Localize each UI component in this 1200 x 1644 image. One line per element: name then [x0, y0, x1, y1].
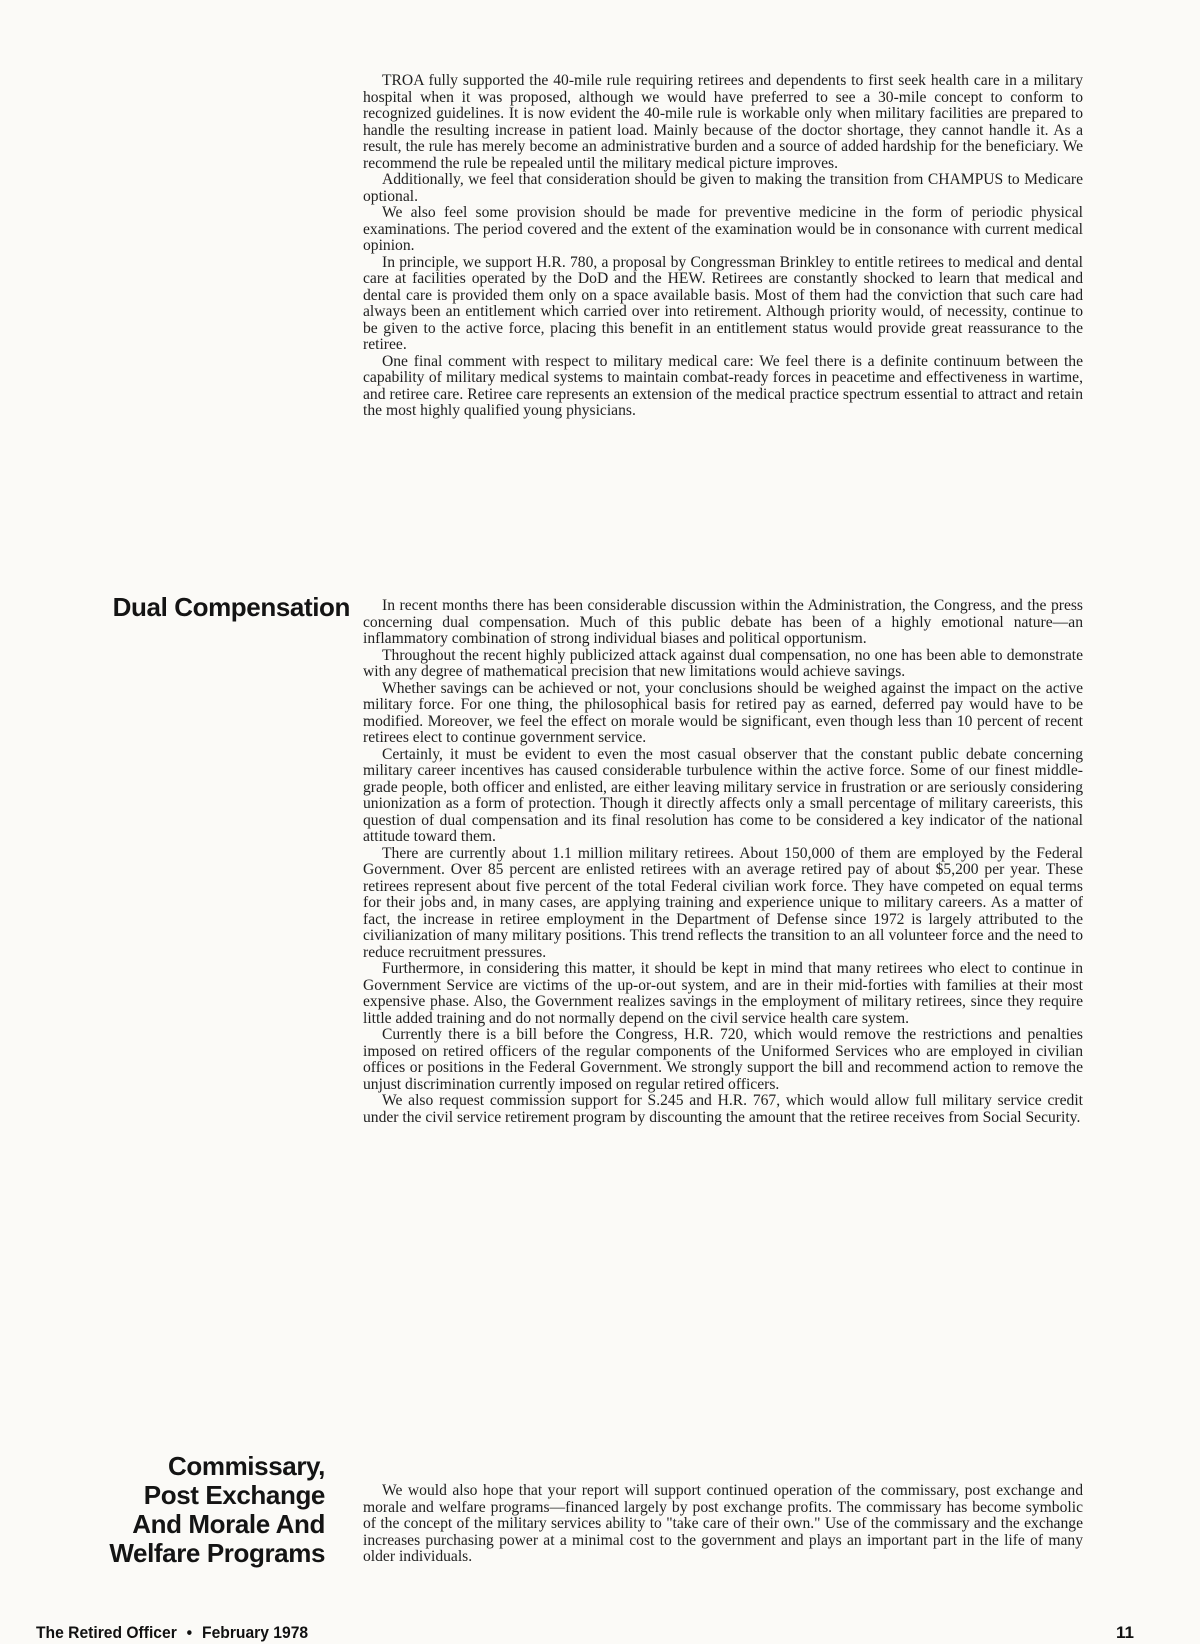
- bullet-separator: •: [186, 1623, 193, 1642]
- body-paragraph: In principle, we support H.R. 780, a proposal by Congressman Brinkley to entitle retirees to medical and dental care at facilities operated by the DoD and the HEW. Retirees are constantly shocked to learn that medical and dental care is provided them only on a space available basis. Most of them had the conviction that such care had always been an entitlement which carried over into retirement. Although priority would, of necessity, continue to be given to the active force, placing this benefit in an entitlement status would provide great reassurance to the retiree.: [363, 253, 1083, 353]
- heading-line: Post Exchange: [143, 1480, 325, 1510]
- body-paragraph: In recent months there has been considerable discussion within the Administration, the Congress, and the press concerning dual compensation. Much of this public debate has been of a highly emotional nature—an inflammatory combination of strong individual biases and political opportunism.: [363, 597, 1083, 647]
- body-paragraph: Whether savings can be achieved or not, your conclusions should be weighed against the impact on the active military force. For one thing, the philosophical basis for retired pay as earned, deferred pay would have to be modified. Moreover, we feel the effect on morale would be significant, even though less than 10 percent of recent retirees elect to continue government service.: [363, 679, 1083, 746]
- footer-date: February 1978: [202, 1623, 309, 1642]
- body-paragraph: TROA fully supported the 40-mile rule requiring retirees and dependents to first seek health care in a military hospital when it was proposed, although we would have preferred to see a 30-mile concept to conform to recognized guidelines. It is now evident the 40-mile rule is workable only when military facilities are prepared to handle the resulting increase in patient load. Mainly because of the doctor shortage, they cannot handle it. As a result, the rule has merely become an administrative burden and a source of added hardship for the beneficiary. We recommend the rule be repealed until the military medical picture improves.: [363, 72, 1083, 172]
- heading-line: Commissary,: [168, 1451, 325, 1481]
- body-paragraph: We would also hope that your report will support continued operation of the commissary, post exchange and morale and welfare programs—financed largely by post exchange profits. The commissary has become symbolic of the concept of the military services ability to "take care of their own." Use of the commissary and the exchange increases purchasing power at a minimal cost to the government and plays an important part in the life of many older individuals.: [363, 1482, 1083, 1565]
- body-paragraph: Currently there is a bill before the Congress, H.R. 720, which would remove the restrictions and penalties imposed on retired officers of the regular components of the Uniformed Services who are employed in civilian offices or positions in the Federal Government. We strongly support the bill and recommend action to remove the unjust discrimination currently imposed on regular retired officers.: [363, 1026, 1083, 1093]
- footer-publication-line: [36, 1623, 308, 1643]
- heading-line: Welfare Programs: [109, 1538, 325, 1568]
- page-number: 11: [1116, 1623, 1134, 1642]
- body-paragraph: We also feel some provision should be made for preventive medicine in the form of periodic physical examinations. The period covered and the extent of the examination would be in consonance with current medical opinion.: [363, 204, 1083, 254]
- body-paragraph: Throughout the recent highly publicized attack against dual compensation, no one has been able to demonstrate with any degree of mathematical precision that new limitations would achieve savings.: [363, 646, 1083, 680]
- heading-line: And Morale And: [132, 1509, 325, 1539]
- dual-compensation-section: [363, 598, 1083, 1126]
- section-heading-dual-compensation: Dual Compensation: [112, 592, 350, 622]
- commissary-section: [363, 1483, 1083, 1566]
- body-paragraph: We also request commission support for S.245 and H.R. 767, which would allow full military service credit under the civil service retirement program by discounting the amount that the retiree receives from Social Security.: [363, 1092, 1083, 1126]
- body-paragraph: Certainly, it must be evident to even the most casual observer that the constant public debate concerning military career incentives has caused considerable turbulence within the active force. Some of our finest middle-grade people, both officer and enlisted, are either leaving military service in frustration or are seriously considering unionization as a form of protection. Though it directly affects only a small percentage of military careerists, this question of dual compensation and its final resolution has come to be considered a key indicator of the national attitude toward them.: [363, 745, 1083, 845]
- section-heading-commissary: [60, 1452, 325, 1568]
- body-paragraph: Furthermore, in considering this matter, it should be kept in mind that many retirees who elect to continue in Government Service are victims of the up-or-out system, and are in their mid-forties with families at their most expensive phase. Also, the Government realizes savings in the employment of military retirees, since they require little added training and do not normally depend on the civil service health care system.: [363, 960, 1083, 1027]
- footer-publication: The Retired Officer: [36, 1623, 177, 1642]
- medical-care-section: [363, 73, 1083, 420]
- body-paragraph: One final comment with respect to military medical care: We feel there is a definite continuum between the capability of military medical systems to maintain combat-ready forces in peacetime and effectiveness in wartime, and retiree care. Retiree care represents an extension of the medical practice spectrum essential to attract and retain the most highly qualified young physicians.: [363, 352, 1083, 419]
- body-paragraph: There are currently about 1.1 million military retirees. About 150,000 of them are employed by the Federal Government. Over 85 percent are enlisted retirees with an average retired pay of about $5,200 per year. These retirees represent about five percent of the total Federal civilian work force. They have competed on equal terms for their jobs and, in many cases, are applying training and experience unique to military careers. As a matter of fact, the increase in retiree employment in the Department of Defense since 1972 is largely attributed to the civilianization of many military positions. This trend reflects the transition to an all volunteer force and the need to reduce recruitment pressures.: [363, 844, 1083, 961]
- body-paragraph: Additionally, we feel that consideration should be given to making the transition from CHAMPUS to Medicare optional.: [363, 171, 1083, 205]
